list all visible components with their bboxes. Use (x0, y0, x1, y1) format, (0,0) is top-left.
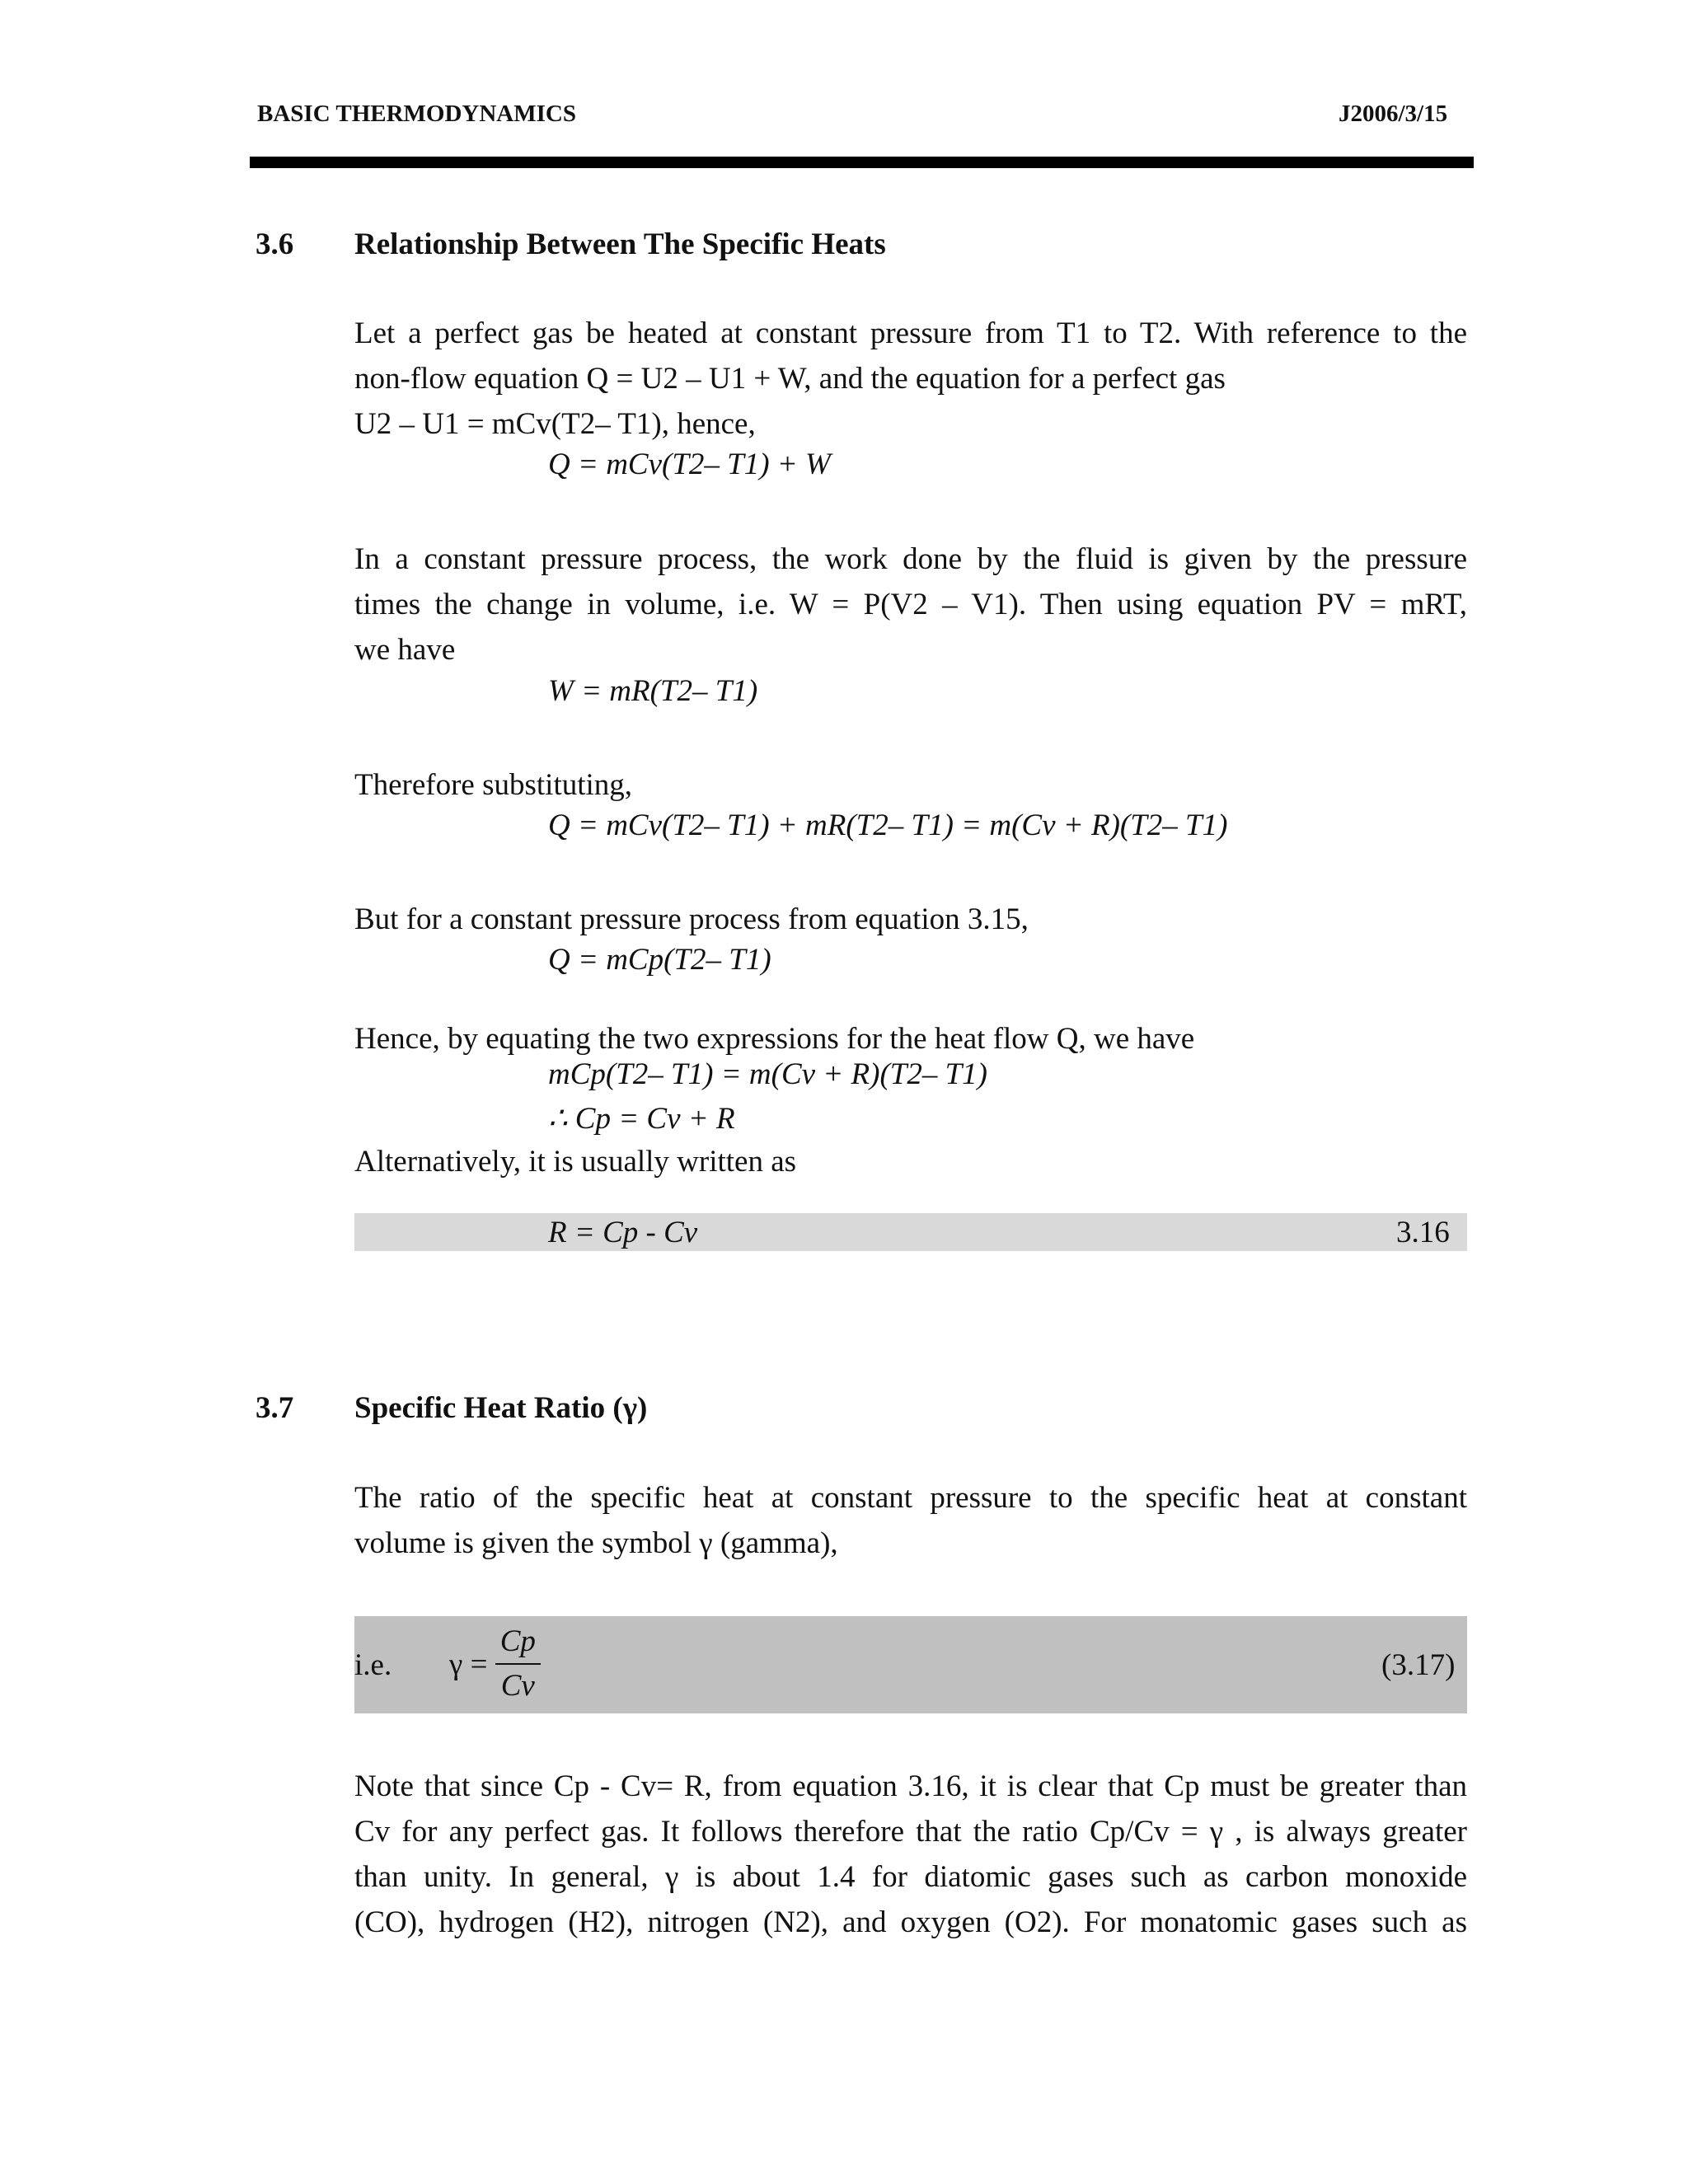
text-line: than unity. In general, γ is about 1.4 for diatomic gases such as carbon monoxide (354, 1860, 1467, 1894)
fraction-numerator: Cp (495, 1620, 541, 1665)
text-line: Cv for any perfect gas. It follows therefore that the ratio Cp/Cv = γ , is always greater (354, 1815, 1467, 1849)
paragraph-alternatively: Alternatively, it is usually written as (354, 1145, 797, 1179)
paragraph-constant-pressure: But for a constant pressure process from equation 3.15, (354, 902, 1029, 936)
paragraph-equating: Hence, by equating the two expressions for the heat flow Q, we have (354, 1022, 1195, 1056)
paragraph-substituting: Therefore substituting, (354, 768, 633, 802)
equation-r: R = Cp - Cv (548, 1216, 698, 1249)
text-line: In a constant pressure process, the work done by the fluid is given by the pressure (354, 542, 1467, 576)
text-line: times the change in volume, i.e. W = P(V2 – V1). Then using equation PV = mRT, (354, 588, 1467, 621)
section-title-3-7: Specific Heat Ratio (γ) (354, 1391, 648, 1425)
equation-number-3-17: (3.17) (1381, 1648, 1456, 1682)
text-line: Note that since Cp - Cv= R, from equation 3.16, it is clear that Cp must be greater than (354, 1769, 1467, 1803)
paragraph-note (354, 1764, 1467, 1945)
text-line: (CO), hydrogen (H2), nitrogen (N2), and oxygen (O2). For monatomic gases such as (354, 1905, 1467, 1939)
section-title-3-6: Relationship Between The Specific Heats (354, 227, 886, 261)
equation-number-3-16: 3.16 (1396, 1216, 1450, 1249)
equation-substituted: Q = mCv(T2– T1) + mR(T2– T1) = m(Cv + R)(T2– T1) (548, 808, 1228, 842)
section-number-3-6: 3.6 (256, 227, 294, 261)
paragraph-work (354, 537, 1467, 673)
gamma-lhs: γ = (449, 1647, 488, 1681)
equation-heat-flow: Q = mCv(T2– T1) + W (548, 448, 831, 481)
fraction-denominator: Cv (500, 1669, 535, 1703)
equation-box-3-16 (354, 1213, 1467, 1251)
ie-label: i.e. (354, 1648, 392, 1682)
cp-over-cv-fraction (495, 1620, 541, 1708)
equation-equated: mCp(T2– T1) = m(Cv + R)(T2– T1) (548, 1057, 987, 1091)
text-line: U2 – U1 = mCv(T2– T1), hence, (354, 407, 756, 441)
text-line: volume is given the symbol γ (gamma), (354, 1526, 838, 1560)
paragraph-intro (354, 311, 1467, 447)
section-number-3-7: 3.7 (256, 1391, 294, 1425)
text-line: we have (354, 633, 456, 667)
equation-work: W = mR(T2– T1) (548, 674, 758, 708)
text-line: The ratio of the specific heat at constant pressure to the specific heat at constant (354, 1481, 1467, 1515)
gamma-equation (449, 1620, 541, 1708)
running-header-title: BASIC THERMODYNAMICS (257, 101, 576, 127)
running-header-page-ref: J2006/3/15 (1339, 101, 1448, 127)
paragraph-ratio-definition (354, 1475, 1467, 1566)
text-line: non-flow equation Q = U2 – U1 + W, and the equation for a perfect gas (354, 362, 1226, 396)
equation-cp-result: ∴ Cp = Cv + R (548, 1102, 735, 1136)
equation-heat-cp: Q = mCp(T2– T1) (548, 943, 771, 977)
text-line: Let a perfect gas be heated at constant pressure from T1 to T2. With reference to the (354, 316, 1467, 350)
header-rule (250, 157, 1474, 168)
